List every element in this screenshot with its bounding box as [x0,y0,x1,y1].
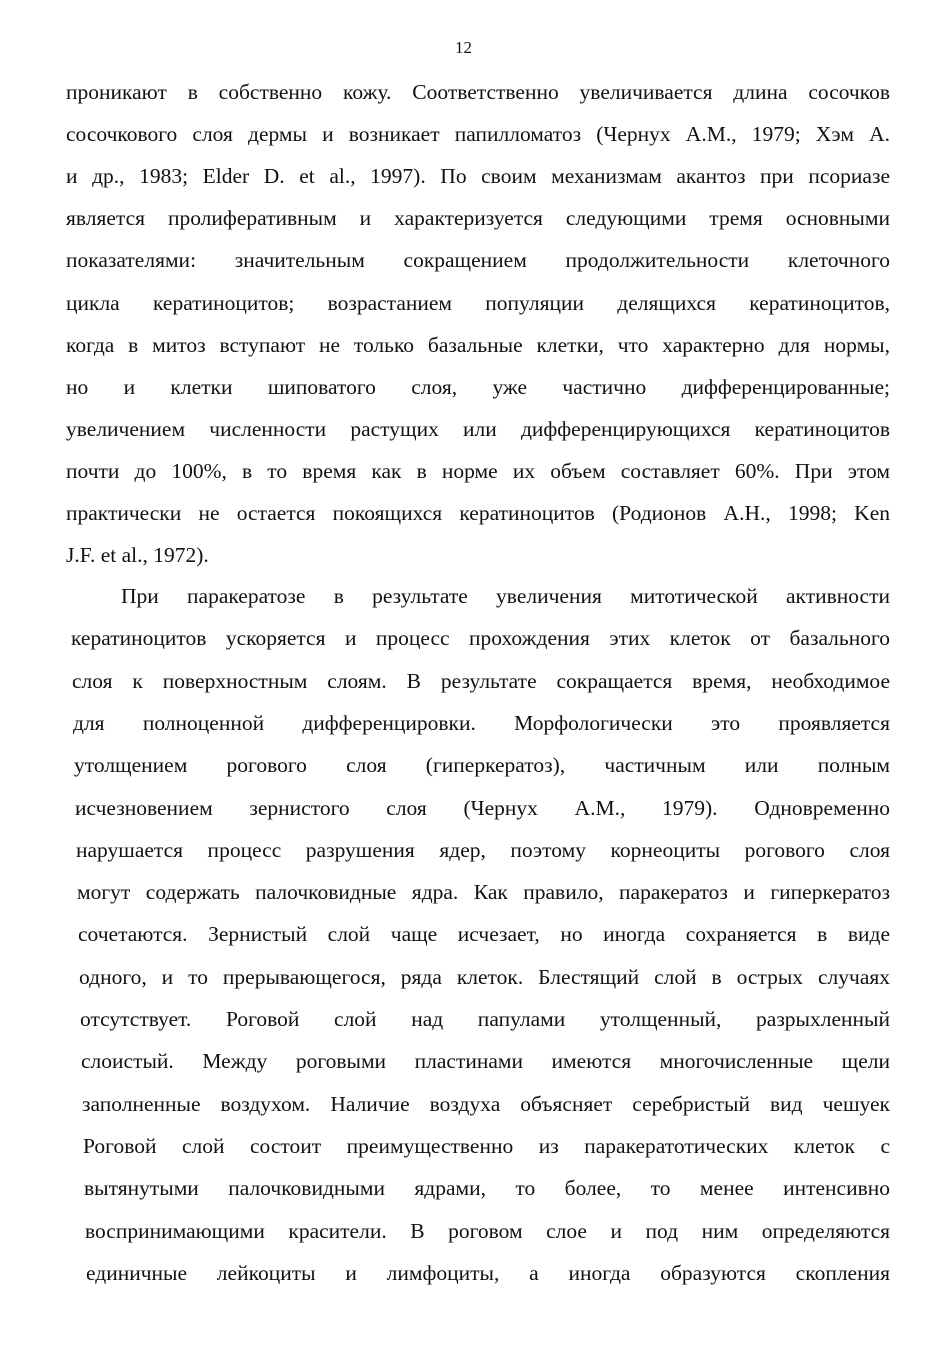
text-line: слоя к поверхностным слоям. В результате сокращается время, необходимое [72,668,890,693]
text-line: слоистый. Между роговыми пластинами имеются многочисленные щели [81,1049,890,1074]
text-line: При паракератозе в результате увеличения митотической активности [121,584,890,608]
text-line: увеличением численности растущих или дифференцирующихся кератиноцитов [66,416,890,441]
page-number: 12 [455,38,472,57]
text-line: нарушается процесс разрушения ядер, поэтому корнеоциты рогового слоя [76,837,890,862]
text-line: одного, и то прерывающегося, ряда клеток. Блестящий слой в острых случаях [79,964,890,989]
text-line: единичные лейкоциты и лимфоциты, а иногда образуются скопления [86,1260,890,1285]
text-line: практически не остается покоящихся кератиноцитов (Родионов А.Н., 1998; Ken [66,501,890,525]
text-line: но и клетки шиповатого слоя, уже частично дифференцированные; [66,374,890,399]
text-line: J.F. et al., 1972). [66,543,209,568]
text-line: проникают в собственно кожу. Соответственно увеличивается длина сосочков [66,80,890,104]
text-line: и др., 1983; Elder D. et al., 1997). По своим механизмам акантоз при псориазе [66,164,890,189]
text-line: является пролиферативным и характеризуется следующими тремя основными [66,206,890,231]
text-line: цикла кератиноцитов; возрастанием популяции делящихся кератиноцитов, [66,290,890,315]
text-line: вытянутыми палочковидными ядрами, то более, то менее интенсивно [84,1176,890,1201]
text-line: показателями: значительным сокращением продолжительности клеточного [66,248,890,273]
text-line: кератиноцитов ускоряется и процесс прохождения этих клеток от базального [71,626,890,651]
text-line: заполненные воздухом. Наличие воздуха объясняет серебристый вид чешуек [82,1091,890,1116]
text-line: утолщением рогового слоя (гиперкератоз), частичным или полным [74,753,890,778]
text-line: сочетаются. Зернистый слой чаще исчезает, но иногда сохраняется в виде [78,922,890,947]
text-line: исчезновением зернистого слоя (Чернух А.М., 1979). Одновременно [75,795,890,820]
text-line: сосочкового слоя дермы и возникает папилломатоз (Чернух А.М., 1979; Хэм А. [66,122,890,147]
text-line: отсутствует. Роговой слой над папулами утолщенный, разрыхленный [80,1007,890,1031]
text-line: воспринимающими красители. В роговом слое и под ним определяются [85,1218,890,1243]
text-line: почти до 100%, в то время как в норме их объем составляет 60%. При этом [66,458,890,483]
text-line: для полноценной дифференцировки. Морфологически это проявляется [73,710,890,735]
text-line: когда в митоз вступают не только базальные клетки, что характерно для нормы, [66,332,890,357]
text-line: могут содержать палочковидные ядра. Как правило, паракератоз и гиперкератоз [77,880,890,905]
text-line: Роговой слой состоит преимущественно из паракератотических клеток с [83,1133,890,1158]
